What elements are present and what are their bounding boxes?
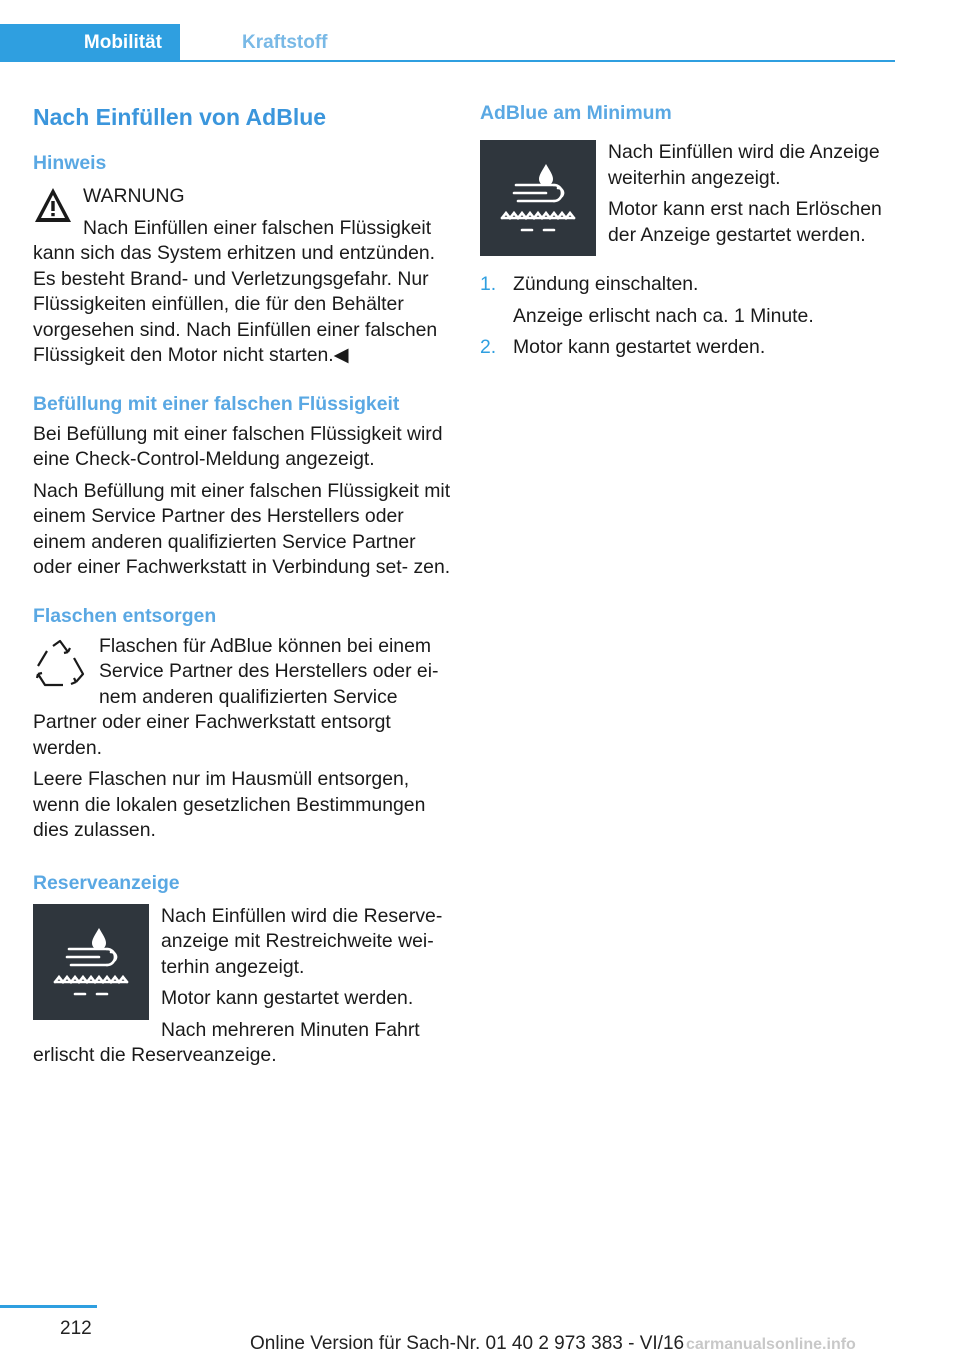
step-text: Motor kann gestartet werden. [513, 336, 766, 358]
recycling-icon [33, 638, 87, 692]
warning-block [33, 184, 451, 369]
header-divider [0, 60, 895, 62]
watermark: carmanualsonline.info [686, 1336, 856, 1353]
list-item [480, 335, 898, 361]
page-number: 212 [60, 1318, 92, 1339]
reserve-block [33, 904, 451, 1069]
reserve-heading: Reserveanzeige [33, 871, 180, 894]
minimum-paragraph-2: Motor kann erst nach Erlöschen der Anzeige gestartet werden. [608, 198, 882, 246]
flaschen-block [33, 634, 451, 762]
minimum-paragraph-1: Nach Einfüllen wird die Anzeige weiterhin angezeigt. [608, 141, 880, 189]
right-column [480, 100, 898, 361]
warning-text: Nach Einfüllen einer falschen Flüssigkeit kann sich das System erhitzen und entzünden. Es besteht Brand- und Verletzungsgefahr. Nur Flüssigkeiten einfüllen, die für den Behälter vorgesehen sind. Nach Einfüllen einer falschen Flüssigkeit den Motor nicht starten.◀ [33, 216, 438, 366]
minimum-block [480, 140, 898, 260]
flaschen-paragraph-1: Flaschen für AdBlue können bei einem Service Partner des Herstellers oder ei‐ nem anderen qualifizierten Service Partner oder einer Fachwerkstatt entsorgt werden. [33, 634, 439, 759]
tab-kraftstoff[interactable]: Kraftstoff [242, 32, 328, 53]
befuellung-paragraph-1: Bei Befüllung mit einer falschen Flüssigkeit wird eine Check-Control-Meldung angezeigt. [33, 422, 443, 470]
footer-divider [0, 1305, 97, 1308]
online-version-note: Online Version für Sach-Nr. 01 40 2 973 383 - VI/16 [250, 1333, 685, 1354]
reserve-paragraph-3: Nach mehreren Minuten Fahrt erlischt die Reserveanzeige. [33, 1018, 420, 1066]
step-number: 2. [480, 336, 497, 358]
befuellung-heading: Befüllung mit einer falschen Flüssigkeit [33, 392, 400, 415]
left-column [33, 100, 451, 1069]
step-text: Zündung einschalten. [513, 273, 699, 295]
page-title: Nach Einfüllen von AdBlue [33, 104, 327, 130]
adblue-display-icon [33, 904, 149, 1020]
reserve-paragraph-2: Motor kann gestartet werden. [161, 987, 414, 1009]
flaschen-heading: Flaschen entsorgen [33, 604, 217, 627]
list-item [480, 272, 898, 329]
warning-label: WARNUNG [83, 185, 185, 207]
adblue-display-icon [480, 140, 596, 256]
warning-triangle-icon [33, 186, 73, 224]
step-subtext: Anzeige erlischt nach ca. 1 Minute. [513, 304, 814, 327]
flaschen-paragraph-2: Leere Flaschen nur im Hausmüll entsorgen, wenn die lokalen gesetzlichen Bestimmungen dies zulassen. [33, 768, 426, 841]
reserve-paragraph-1: Nach Einfüllen wird die Reserve‐ anzeige mit Restreichweite wei‐ terhin angezeigt. [161, 904, 443, 978]
hinweis-heading: Hinweis [33, 152, 107, 174]
befuellung-paragraph-2: Nach Befüllung mit einer falschen Flüssigkeit mit einem Service Partner des Herstellers oder einem anderen qualifizierten Service Partner oder einer Fachwerkstatt in Verbindung set‐ zen. [33, 479, 451, 578]
minimum-heading: AdBlue am Minimum [480, 102, 672, 124]
step-number: 1. [480, 273, 497, 295]
steps-list [480, 272, 898, 361]
tab-mobilitaet[interactable]: Mobilität [0, 24, 180, 61]
